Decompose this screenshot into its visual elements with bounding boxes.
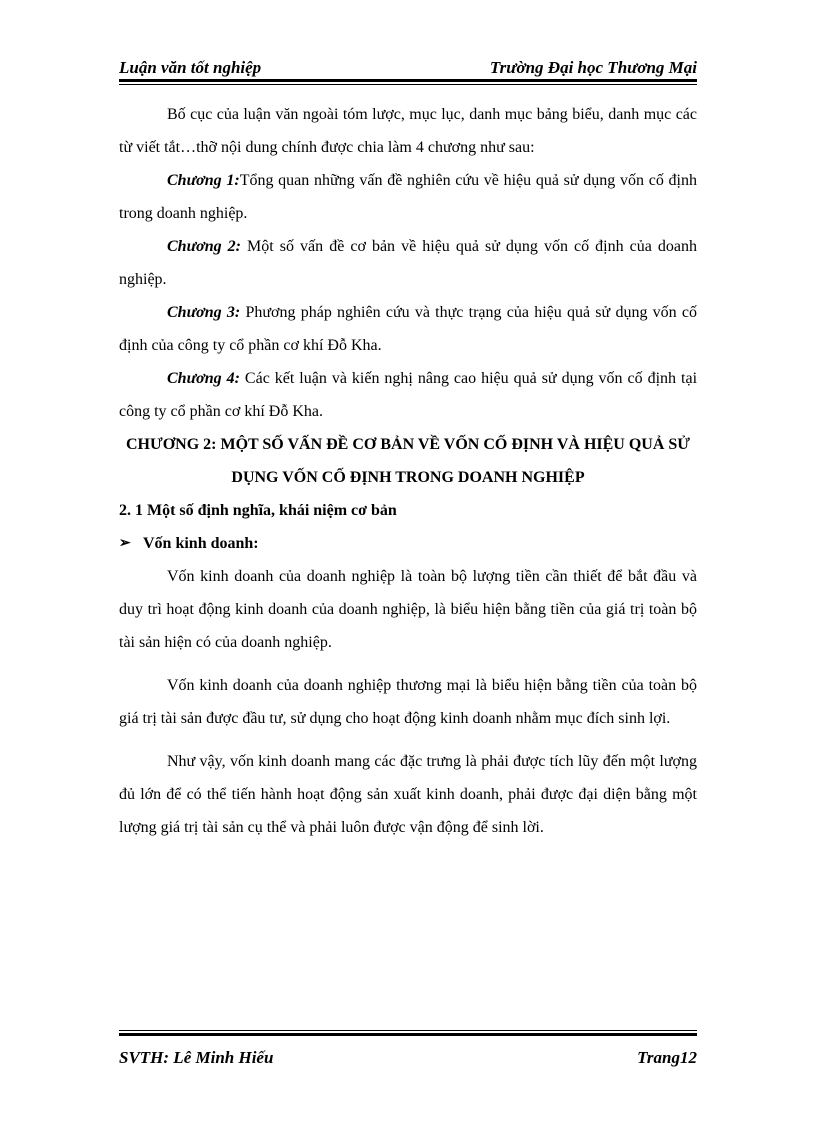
chapter-text: Các kết luận và kiến nghị nâng cao hiệu quả sử dụng vốn cố định tại công ty cổ phần cơ khí Đỗ Kha. bbox=[119, 370, 698, 420]
footer-rule-thin bbox=[119, 1030, 697, 1031]
chapter-summary-1 bbox=[119, 164, 697, 230]
chapter-label: Chương 3: bbox=[167, 304, 241, 321]
footer-rule-thick bbox=[119, 1033, 697, 1036]
chapter-summary-4 bbox=[119, 362, 697, 428]
bullet-label: Vốn kinh doanh: bbox=[143, 535, 259, 552]
chapter-text: Phương pháp nghiên cứu và thực trạng của hiệu quả sử dụng vốn cố định của công ty cổ phần cơ khí Đỗ Kha. bbox=[119, 304, 698, 354]
chapter-label: Chương 1: bbox=[167, 172, 240, 189]
arrow-bullet-icon: ➢ bbox=[119, 536, 131, 551]
header-rule-thick bbox=[119, 79, 697, 82]
chapter-label: Chương 2: bbox=[167, 238, 242, 255]
body-paragraph: Như vậy, vốn kinh doanh mang các đặc trưng là phải được tích lũy đến một lượng đủ lớn để có thể tiến hành hoạt động sản xuất kinh doanh, phải được đại diện bằng một lượng giá trị tài sản cụ thể và phải luôn được vận động để sinh lời. bbox=[119, 753, 697, 836]
intro-paragraph: Bố cục của luận văn ngoài tóm lược, mục lục, danh mục bảng biểu, danh mục các từ viết tắt…thỡ nội dung chính được chia làm 4 chương như sau: bbox=[119, 106, 697, 156]
body-paragraph: Vốn kinh doanh của doanh nghiệp là toàn bộ lượng tiền cần thiết để bắt đầu và duy trì hoạt động kinh doanh của doanh nghiệp, là biểu hiện bằng tiền của giá trị toàn bộ tài sản hiện có của doanh nghiệp. bbox=[119, 568, 697, 651]
chapter-heading: CHƯƠNG 2: MỘT SỐ VẤN ĐỀ CƠ BẢN VỀ VỐN CỐ ĐỊNH VÀ HIỆU QUẢ SỬ DỤNG VỐN CỐ ĐỊNH TRONG DOANH NGHIỆP bbox=[125, 436, 691, 486]
bullet-heading bbox=[119, 527, 697, 560]
chapter-summary-2 bbox=[119, 230, 697, 296]
page-footer bbox=[119, 1048, 697, 1068]
chapter-summary-3 bbox=[119, 296, 697, 362]
header-rule-thin bbox=[119, 84, 697, 85]
header-university: Trường Đại học Thương Mại bbox=[489, 58, 697, 77]
footer-page-number: Trang12 bbox=[637, 1048, 697, 1067]
chapter-text: Tổng quan những vấn đề nghiên cứu về hiệu quả sử dụng vốn cố định trong doanh nghiệp. bbox=[119, 172, 698, 222]
footer-author: SVTH: Lê Minh Hiếu bbox=[119, 1048, 274, 1067]
page-header bbox=[119, 52, 697, 78]
body-paragraph: Vốn kinh doanh của doanh nghiệp thương mại là biểu hiện bằng tiền của toàn bộ giá trị tài sản được đầu tư, sử dụng cho hoạt động kinh doanh nhằm mục đích sinh lợi. bbox=[119, 677, 697, 727]
chapter-label: Chương 4: bbox=[167, 370, 240, 387]
header-thesis-title: Luận văn tốt nghiệp bbox=[119, 58, 262, 77]
page-body bbox=[119, 98, 697, 844]
section-heading: 2. 1 Một số định nghĩa, khái niệm cơ bản bbox=[119, 502, 397, 519]
chapter-text: Một số vấn đề cơ bản về hiệu quả sử dụng vốn cố định của doanh nghiệp. bbox=[119, 238, 698, 288]
